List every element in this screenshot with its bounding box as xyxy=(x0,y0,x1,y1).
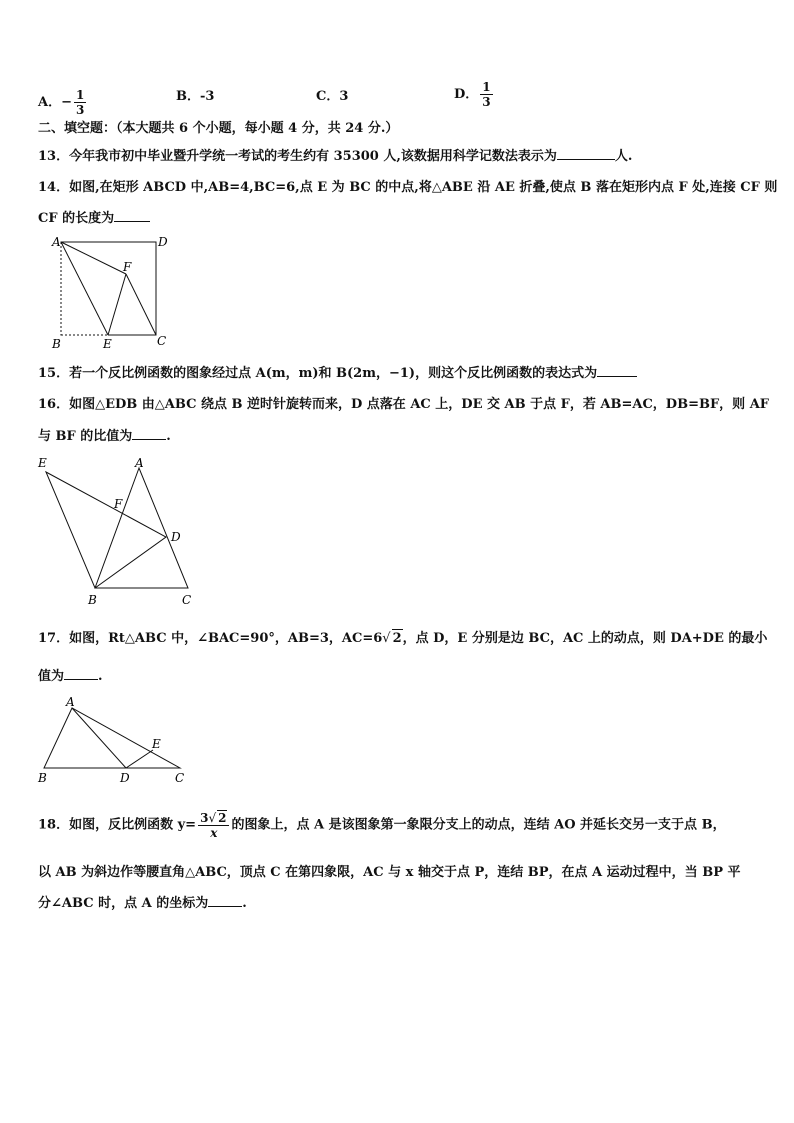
q12-option-a-numerator: 1 xyxy=(76,88,85,102)
q17-line-ad xyxy=(72,708,126,768)
q14-line-ae xyxy=(61,242,108,335)
q18-denominator: x xyxy=(210,826,218,840)
q16-figure xyxy=(36,454,196,610)
q17-line-1 xyxy=(38,629,767,648)
q14-line-ef xyxy=(108,274,126,335)
q16-label-c: C xyxy=(182,593,192,607)
q12-option-a-fraction xyxy=(74,88,86,117)
q13-suffix: 人. xyxy=(614,149,633,164)
q12-option-a xyxy=(38,88,88,117)
q17-label-b: B xyxy=(38,771,47,785)
q18-numerator: 3√ 2 xyxy=(198,810,229,826)
q14-label-e: E xyxy=(103,337,112,351)
q14-line-fc xyxy=(126,274,156,335)
q16-triangle-abc xyxy=(95,468,188,588)
section-2-header: 二、填空题：（本大题共 6 个小题，每小题 4 分，共 24 分.） xyxy=(38,121,399,136)
q17-sqrt: √ 2 xyxy=(382,631,402,646)
q12-option-d-denominator: 3 xyxy=(482,95,491,109)
q18-line-2: 以 AB 为斜边作等腰直角△ABC，顶点 C 在第四象限，AC 与 x 轴交于点 P，连结 BP，在点 A 运动过程中，当 BP 平 xyxy=(38,865,741,880)
q16-line-1: 16．如图△EDB 由△ABC 绕点 B 逆时针旋转而来，D 点落在 AC 上，DE 交 AB 于点 F，若 AB=AC，DB=BF，则 AF xyxy=(38,397,770,412)
q14-text: CF 的长度为 xyxy=(38,211,115,226)
q16-answer-blank[interactable] xyxy=(132,427,166,440)
question-13 xyxy=(38,147,632,166)
q18-text-pre: 18．如图，反比例函数 y= xyxy=(38,817,197,833)
q14-label-d: D xyxy=(158,235,168,249)
q18-line-3 xyxy=(38,894,247,913)
q16-label-e: E xyxy=(38,456,47,470)
q17-line-de xyxy=(126,750,153,768)
q17-label-d: D xyxy=(120,771,130,785)
q12-option-d-label: D． xyxy=(454,87,479,102)
q14-line-af xyxy=(61,242,126,274)
q14-line-1: 14．如图,在矩形 ABCD 中,AB=4,BC=6,点 E 为 BC 的中点,将△ABE 沿 AE 折叠,使点 B 落在矩形内点 F 处,连接 CF 则 xyxy=(38,180,778,195)
q17-label-a: A xyxy=(66,695,75,709)
q17-answer-blank[interactable] xyxy=(64,667,98,680)
q14-label-a: A xyxy=(52,235,61,249)
q18-end: . xyxy=(242,896,247,911)
q18-num-sqrt: 2 xyxy=(218,811,227,825)
q12-option-a-label: A． xyxy=(38,95,62,110)
q17-sqrt-value: 2 xyxy=(392,631,402,646)
q17-figure xyxy=(36,694,192,786)
q12-option-d xyxy=(454,80,495,109)
question-15 xyxy=(38,364,637,383)
q17-text: 值为 xyxy=(38,669,65,684)
q14-rectangle xyxy=(61,242,156,335)
q14-label-f: F xyxy=(123,260,132,274)
q12-option-a-sign: − xyxy=(61,95,72,110)
q18-answer-blank[interactable] xyxy=(208,894,242,907)
q14-line-2 xyxy=(38,209,150,228)
q18-fraction xyxy=(198,810,229,840)
q17-text-post: ，点 D，E 分别是边 BC，AC 上的动点，则 DA+DE 的最小 xyxy=(402,631,768,646)
q18-text: 分∠ABC 时，点 A 的坐标为 xyxy=(38,896,209,911)
q15-text: 15．若一个反比例函数的图象经过点 A(m，m)和 B(2m，−1)，则这个反比例函数的表达式为 xyxy=(38,366,598,381)
q14-answer-blank[interactable] xyxy=(114,209,150,222)
q17-text-pre: 17．如图，Rt△ABC 中，∠BAC=90°，AB=3，AC=6 xyxy=(38,631,383,646)
q12-option-a-denominator: 3 xyxy=(76,103,85,117)
q14-label-b: B xyxy=(52,337,61,351)
q12-option-d-numerator: 1 xyxy=(482,80,491,94)
q16-label-a: A xyxy=(135,456,144,470)
q16-label-d: D xyxy=(171,530,181,544)
q13-text: 13．今年我市初中毕业暨升学统一考试的考生约有 35300 人,该数据用科学记数法表示为 xyxy=(38,149,557,164)
q12-option-c: C．3 xyxy=(316,89,349,104)
q16-label-b: B xyxy=(88,593,97,607)
q18-num-coef: 3 xyxy=(200,811,209,825)
q16-end: . xyxy=(166,429,171,444)
q12-option-d-fraction xyxy=(480,80,492,109)
q17-line-2 xyxy=(38,667,103,686)
q17-label-e: E xyxy=(152,737,161,751)
q17-end: . xyxy=(98,669,103,684)
q18-text-post: 的图象上，点 A 是该图象第一象限分支上的动点，连结 AO 并延长交另一支于点 B， xyxy=(231,817,726,833)
q16-label-f: F xyxy=(114,497,123,511)
q16-line-2 xyxy=(38,427,171,446)
q15-answer-blank[interactable] xyxy=(597,364,637,377)
q13-answer-blank[interactable] xyxy=(557,147,615,160)
q17-label-c: C xyxy=(175,771,185,785)
q16-text: 与 BF 的比值为 xyxy=(38,429,133,444)
q18-line-1 xyxy=(38,810,726,841)
q12-option-b: B．-3 xyxy=(176,89,215,104)
q14-figure xyxy=(48,234,178,352)
q14-label-c: C xyxy=(157,334,167,348)
